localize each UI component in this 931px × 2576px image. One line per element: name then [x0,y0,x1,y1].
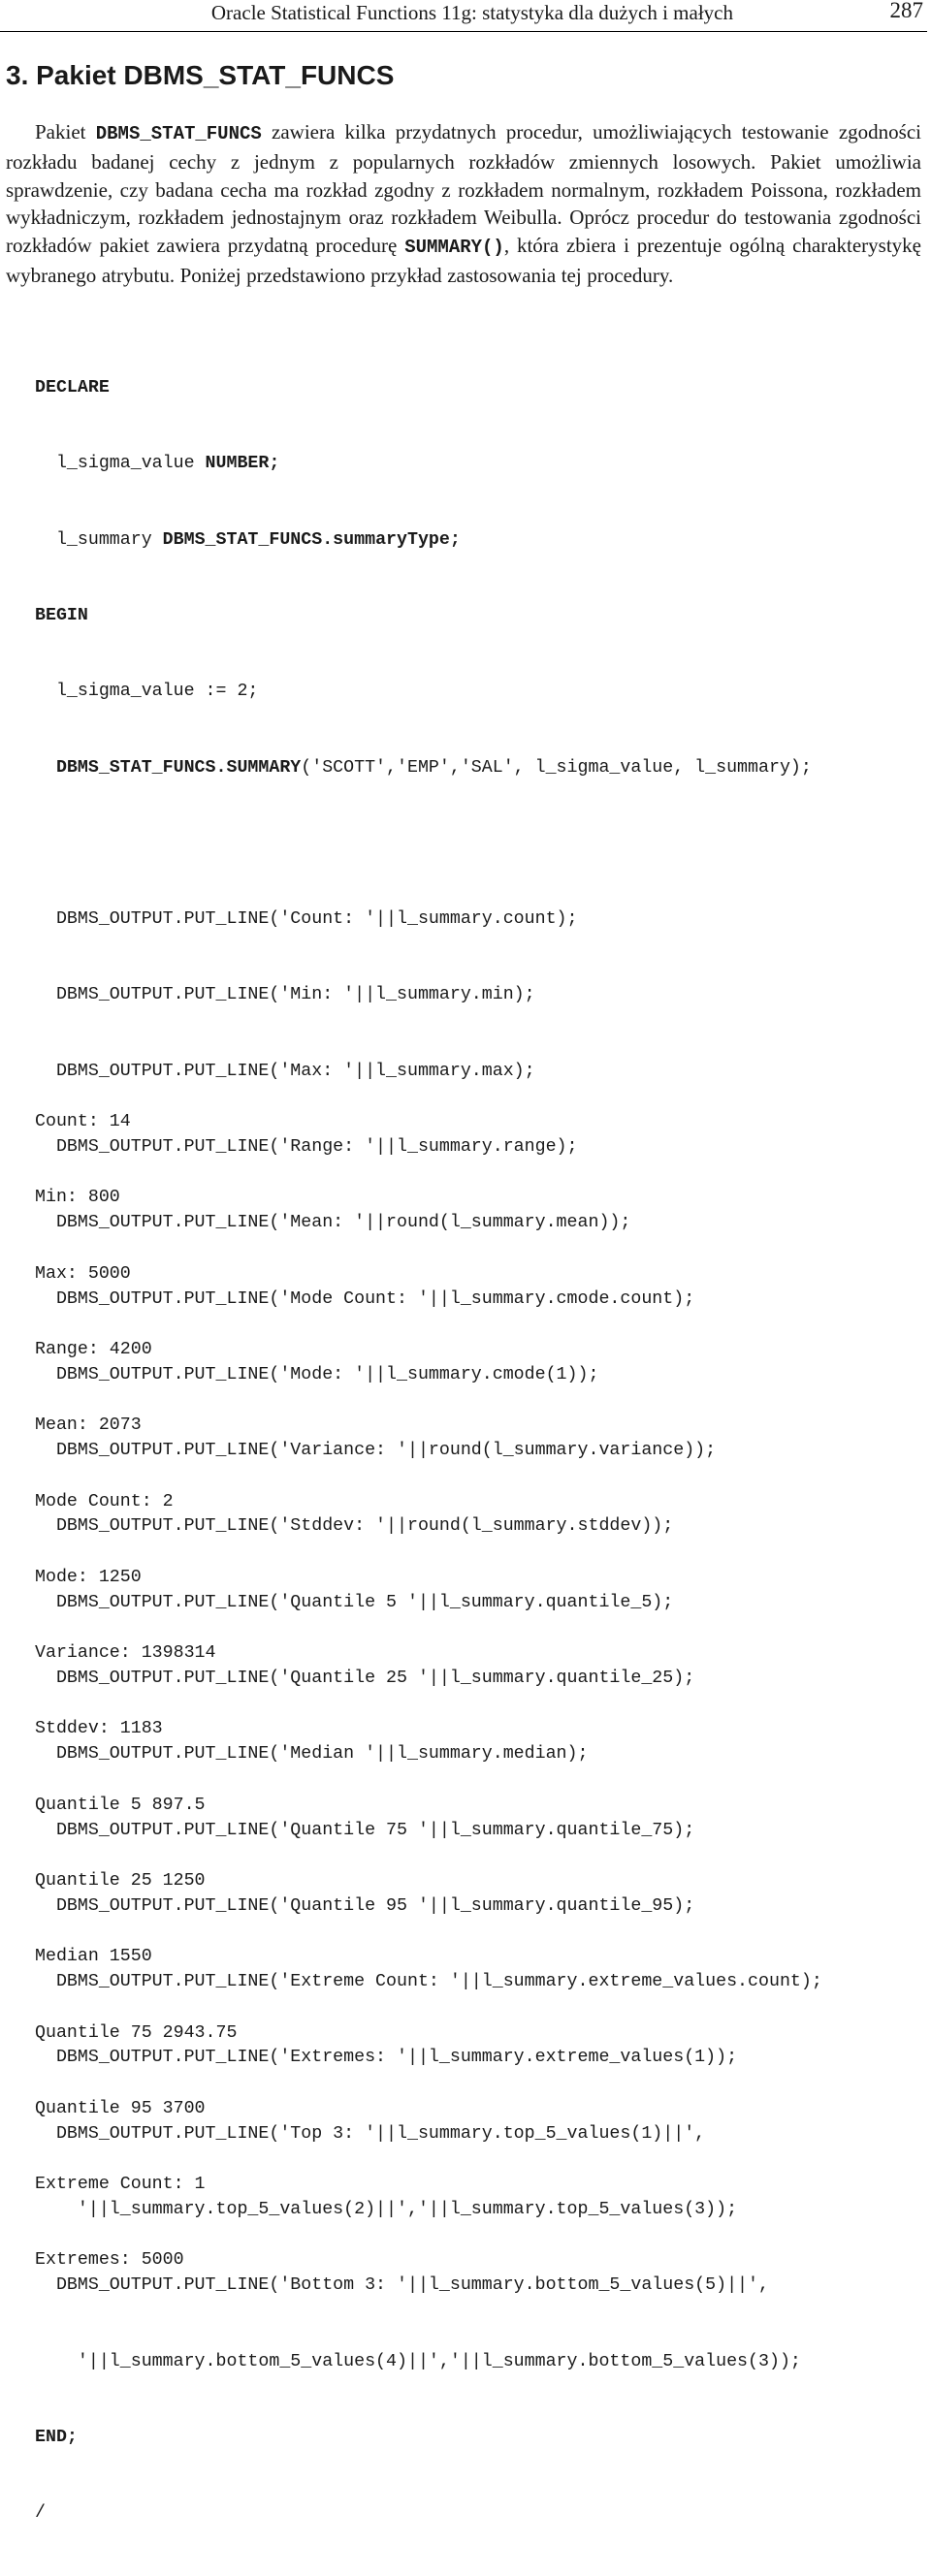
code-line: DBMS_OUTPUT.PUT_LINE('Mode Count: '||l_summary.cmode.count); [35,1288,695,1309]
variable-declaration: l_summary [35,529,163,550]
section-heading: 3. Pakiet DBMS_STAT_FUNCS [6,60,395,90]
output-line: Stddev: 1183 [35,1719,163,1739]
code-line [35,2425,822,2450]
code-line: l_sigma_value := 2; [35,682,259,702]
code-line: DBMS_OUTPUT.PUT_LINE('Mean: '||round(l_summary.mean)); [35,1213,631,1233]
paragraph-text: zawiera kilka przydatnych procedur, umożliwiających testowanie zgodności rozkładu badanej cechy z jednym z popularnych rozkładów zmiennych losowych. Pakiet umożliwia sprawdzenie, czy badana cecha ma rozkład zgodny z rozkładem normalnym, rozkładem Poissona, rozkładem wykładniczym, rozkładem jednostajnym oraz rozkładem Weibulla. Oprócz procedur do testowania zgodności rozkładów pakiet zawiera przydatną procedurę [6,120,921,258]
code-line: DBMS_OUTPUT.PUT_LINE('Range: '||l_summary.range); [35,1137,578,1157]
keyword-begin: BEGIN [35,606,88,626]
procedure-call: DBMS_STAT_FUNCS.SUMMARY [35,757,302,778]
code-line: DBMS_OUTPUT.PUT_LINE('Quantile 5 '||l_summary.quantile_5); [35,1592,674,1612]
output-line: Range: 4200 [35,1340,152,1360]
code-line: DBMS_OUTPUT.PUT_LINE('Max: '||l_summary.max); [35,1061,535,1081]
code-line: DBMS_OUTPUT.PUT_LINE('Variance: '||round(l_summary.variance)); [35,1441,717,1461]
output-line: Mean: 2073 [35,1415,142,1436]
code-line: DBMS_OUTPUT.PUT_LINE('Bottom 3: '||l_summary.bottom_5_values(5)||', [35,2275,769,2296]
code-line: DBMS_OUTPUT.PUT_LINE('Quantile 75 '||l_summary.quantile_75); [35,1820,695,1840]
intro-paragraph [6,118,921,290]
running-header [0,0,927,32]
keyword-declare: DECLARE [35,378,110,398]
output-line: Quantile 25 1250 [35,1871,206,1891]
output-line: Extremes: 5000 [35,2250,184,2271]
code-line: DBMS_OUTPUT.PUT_LINE('Stddev: '||round(l_summary.stddev)); [35,1516,674,1537]
code-line [35,603,822,628]
output-line: Median 1550 [35,1947,152,1967]
output-line: Quantile 5 897.5 [35,1795,206,1815]
output-line: Count: 14 [35,1112,131,1132]
code-line [35,451,822,476]
output-line: Mode Count: 2 [35,1491,174,1511]
code-line [35,375,822,400]
code-line: DBMS_OUTPUT.PUT_LINE('Quantile 25 '||l_summary.quantile_25); [35,1668,695,1688]
code-line: DBMS_OUTPUT.PUT_LINE('Extreme Count: '||l_summary.extreme_values.count); [35,1972,822,1992]
code-line: / [35,2503,46,2524]
code-line: '||l_summary.bottom_5_values(4)||','||l_summary.bottom_5_values(3)); [35,2351,801,2371]
blank-line [35,831,822,856]
keyword-end: END; [35,2427,78,2447]
output-line: Variance: 1398314 [35,1643,216,1664]
call-arguments: ('SCOTT','EMP','SAL', l_sigma_value, l_summary); [301,757,812,778]
code-line: '||l_summary.top_5_values(2)||','||l_summary.top_5_values(3)); [35,2199,738,2219]
code-line: DBMS_OUTPUT.PUT_LINE('Quantile 95 '||l_summary.quantile_95); [35,1895,695,1916]
code-line: DBMS_OUTPUT.PUT_LINE('Count: '||l_summary.count); [35,909,578,930]
type-keyword: NUMBER; [205,454,280,474]
code-line: DBMS_OUTPUT.PUT_LINE('Top 3: '||l_summary.top_5_values(1)||', [35,2123,706,2144]
code-line: DBMS_OUTPUT.PUT_LINE('Mode: '||l_summary.cmode(1)); [35,1364,599,1384]
program-output [35,1059,237,2324]
variable-declaration: l_sigma_value [35,454,206,474]
code-line [35,755,822,780]
package-name-code: DBMS_STAT_FUNCS [95,123,262,144]
code-line [35,527,822,553]
output-line: Extreme Count: 1 [35,2175,206,2195]
page-number: 287 [889,0,923,22]
summary-procedure-code: SUMMARY() [404,237,504,259]
output-line: Max: 5000 [35,1263,131,1284]
output-line: Min: 800 [35,1188,120,1208]
code-line: DBMS_OUTPUT.PUT_LINE('Median '||l_summary.median); [35,1744,589,1765]
paragraph-text: Pakiet [35,120,96,143]
type-keyword: DBMS_STAT_FUNCS.summaryType; [162,529,461,550]
output-line: Quantile 75 2943.75 [35,2022,238,2043]
output-line: Mode: 1250 [35,1567,142,1587]
paragraph-text: , która zbiera i prezentuje ogólną charakterystykę wybranego atrybutu. Poniżej przedstawiono przykład zastosowania tej procedury. [6,234,921,287]
header-title: Oracle Statistical Functions 11g: statystyka dla dużych i małych [210,1,733,24]
code-line: DBMS_OUTPUT.PUT_LINE('Extremes: '||l_summary.extreme_values(1)); [35,2048,738,2068]
output-line: Quantile 95 3700 [35,2098,206,2118]
code-line: DBMS_OUTPUT.PUT_LINE('Min: '||l_summary.min); [35,985,535,1005]
